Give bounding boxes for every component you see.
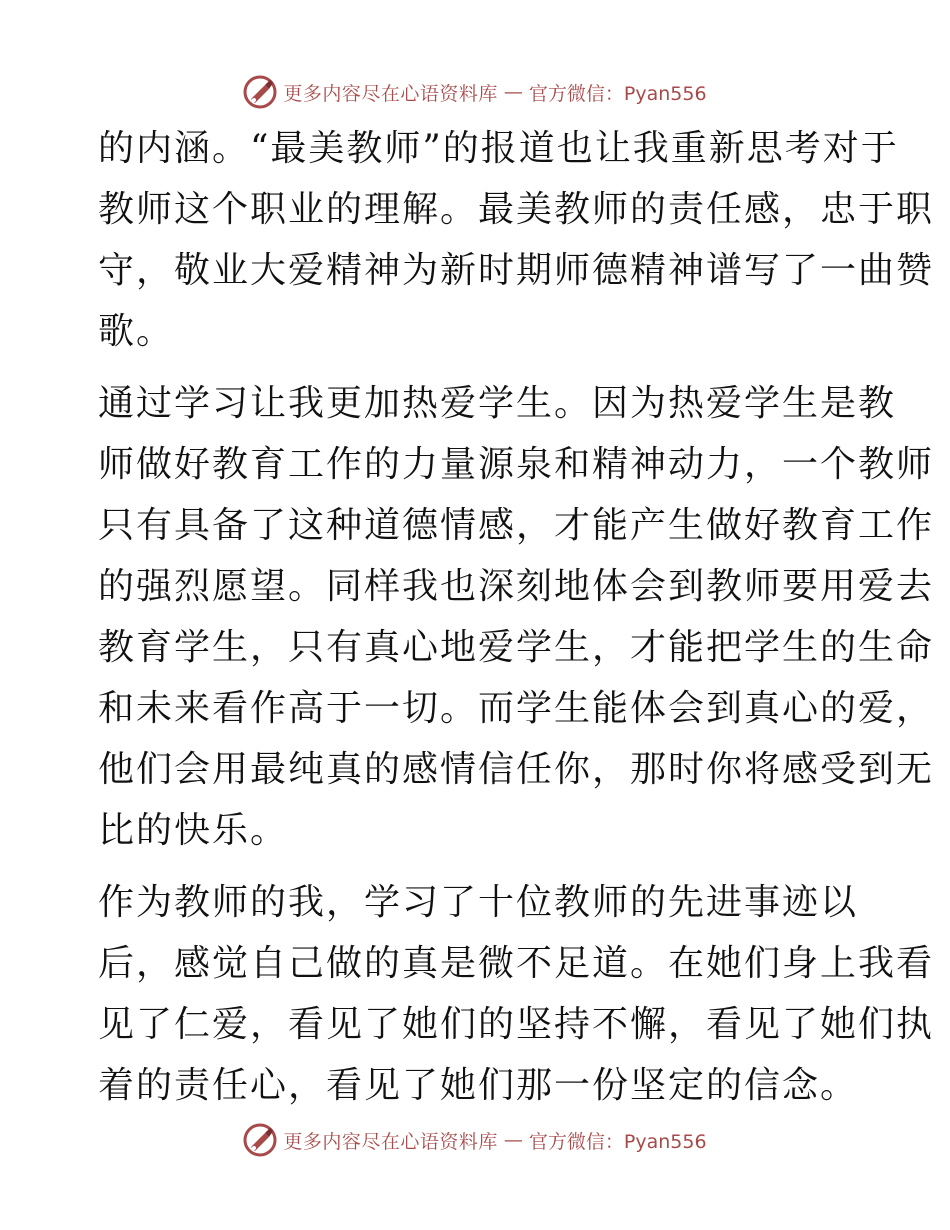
- text-line: 和未来看作高于一切。而学生能体会到真心的爱，: [98, 688, 935, 729]
- text-line: 教师这个职业的理解。最美教师的责任感，忠于职: [98, 189, 935, 230]
- header-site-text: 更多内容尽在心语资料库: [283, 82, 498, 105]
- text-line: 歌。: [98, 311, 175, 352]
- document-body: [98, 118, 935, 1116]
- footer-site-text: 更多内容尽在心语资料库: [283, 1130, 498, 1153]
- footer-separator: —: [503, 1129, 523, 1151]
- paragraph-gap: [98, 861, 858, 872]
- paragraph: [98, 373, 935, 861]
- header-separator: —: [503, 81, 523, 103]
- text-line: 通过学习让我更加热爱学生。因为热爱学生是教: [98, 383, 897, 424]
- pen-quill-logo-icon: [243, 75, 277, 109]
- paragraph: [98, 872, 935, 1116]
- text-line: 见了仁爱，看见了她们的坚持不懈，看见了她们执: [98, 1004, 935, 1045]
- pen-quill-logo-icon: [243, 1123, 277, 1157]
- text-line: 他们会用最纯真的感情信任你，那时你将感受到无: [98, 749, 935, 790]
- text-line: 后，感觉自己做的真是微不足道。在她们身上我看: [98, 943, 935, 984]
- text-line: 着的责任心，看见了她们那一份坚定的信念。: [98, 1065, 859, 1106]
- footer-wechat-text: 官方微信：Pyan556: [528, 1130, 707, 1153]
- text-line: 教育学生，只有真心地爱学生，才能把学生的生命: [98, 627, 935, 668]
- text-line: 的强烈愿望。同样我也深刻地体会到教师要用爱去: [98, 566, 935, 607]
- text-line: 守，敬业大爱精神为新时期师德精神谱写了一曲赞: [98, 250, 935, 291]
- text-line: 的内涵。“最美教师”的报道也让我重新思考对于: [98, 128, 899, 169]
- text-line: 作为教师的我，学习了十位教师的先进事迹以: [98, 882, 859, 923]
- paragraph: [98, 118, 935, 362]
- text-line: 师做好教育工作的力量源泉和精神动力，一个教师: [98, 444, 935, 485]
- footer-banner: [0, 1120, 950, 1160]
- paragraph-gap: [98, 362, 858, 373]
- header-banner: [0, 72, 950, 112]
- text-line: 只有具备了这种道德情感，才能产生做好教育工作: [98, 505, 935, 546]
- header-wechat-text: 官方微信：Pyan556: [528, 82, 707, 105]
- text-line: 比的快乐。: [98, 810, 289, 851]
